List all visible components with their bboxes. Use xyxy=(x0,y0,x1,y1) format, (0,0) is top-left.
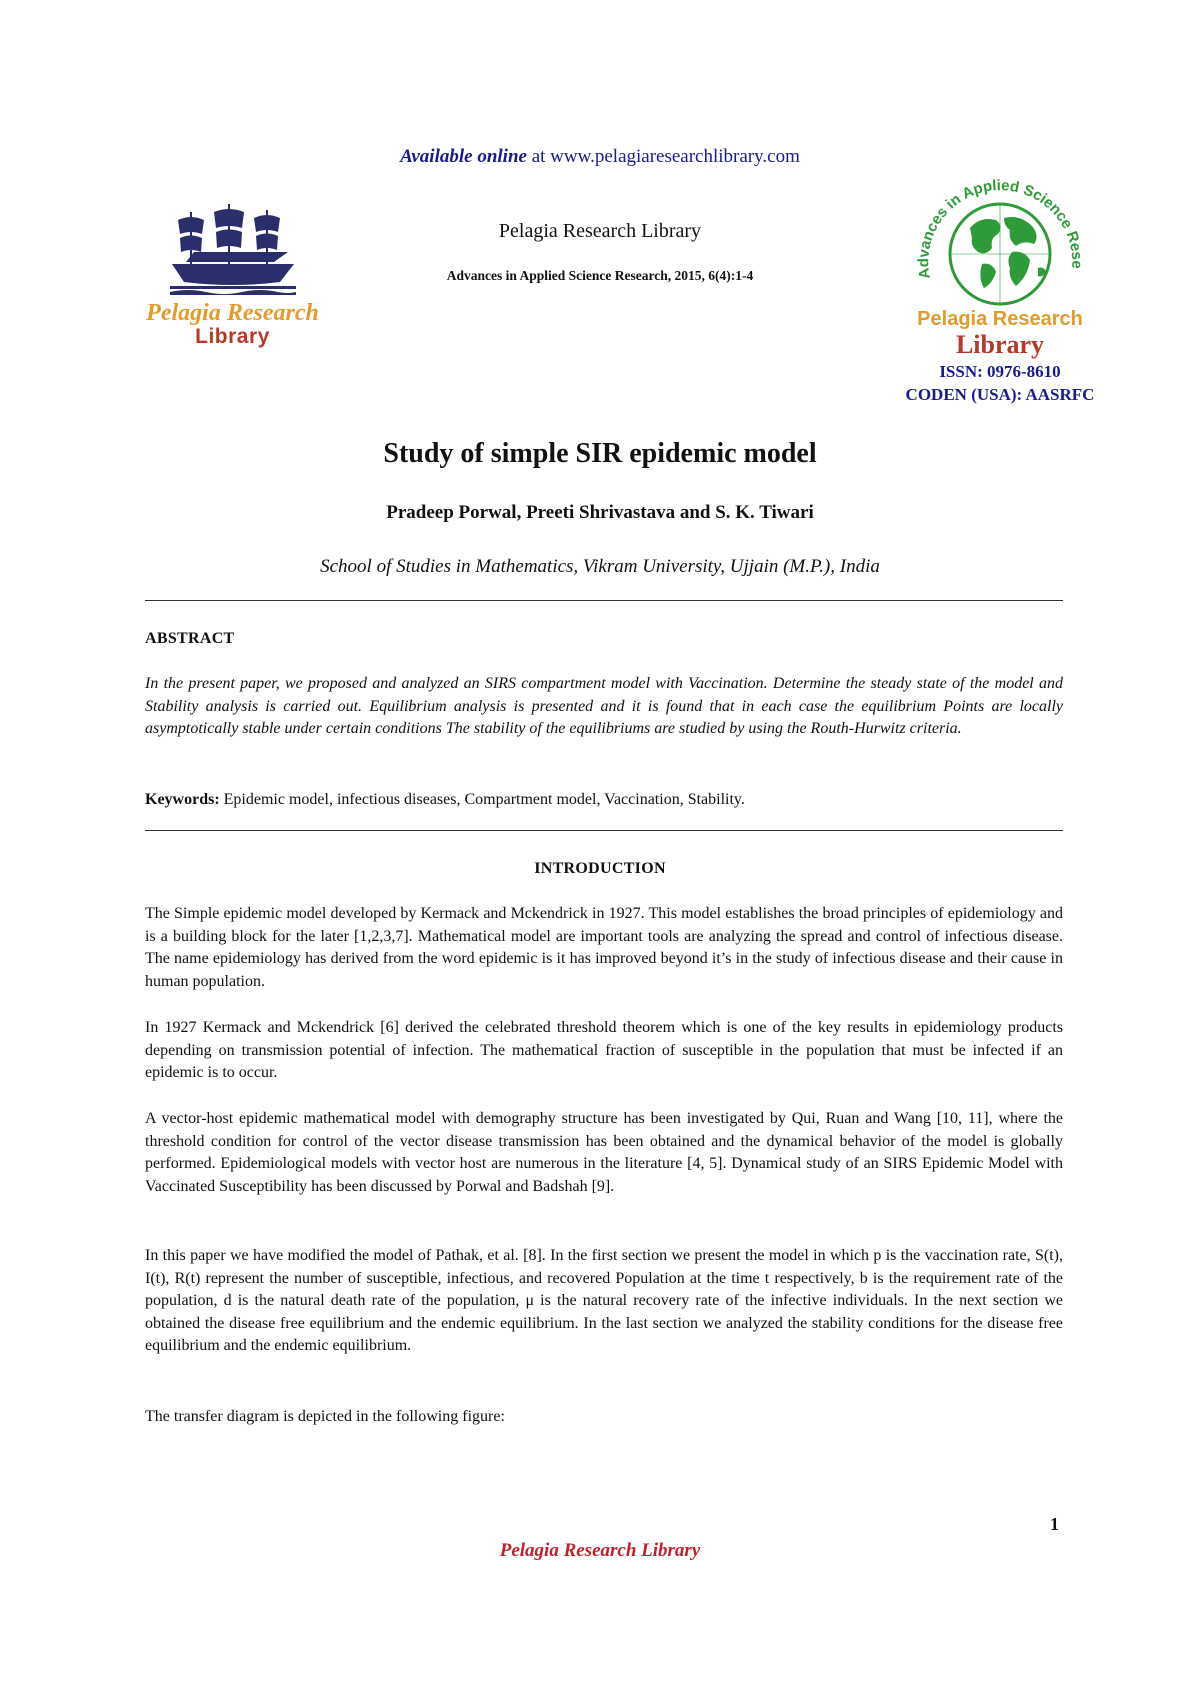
journal-citation: Advances in Applied Science Research, 2015, 6(4):1-4 xyxy=(446,268,754,283)
introduction-heading: INTRODUCTION xyxy=(534,860,666,877)
abstract-heading: ABSTRACT xyxy=(145,630,235,647)
logo-arc-text: Advances in Applied Science Rese xyxy=(915,177,1086,281)
paper-title: Study of simple SIR epidemic model xyxy=(383,438,817,469)
intro-paragraph: A vector-host epidemic mathematical model with demography structure has been investigated by Qui, Ruan and Wang [10, 11], where the threshold condition for control of the vector disease transmission has been obtained and the dynamical behavior of the model is globally performed. Epidemiological models with vector host are numerous in the literature [4, 5]. Dynamical study of an SIRS Epidemic Model with Vaccinated Susceptibility has been discussed by Porwal and Badshah [9]. xyxy=(145,1110,1063,1195)
globe-icon xyxy=(900,168,1100,318)
intro-paragraph: In this paper we have modified the model of Pathak, et al. [8]. In the first section we present the model in which p is the vaccination rate, S(t), I(t), R(t) represent the number of susceptible, infectious, and recovered Population at the time t respectively, b is the requirement rate of the population, d is the natural death rate of the population, μ is the natural recovery rate of the infective individuals. In the next section we obtained the disease free equilibrium and the endemic equilibrium. In the last section we analyzed the stability conditions for the disease free equilibrium and the endemic equilibrium. xyxy=(145,1247,1063,1354)
intro-paragraph: The transfer diagram is depicted in the following figure: xyxy=(145,1408,505,1425)
affiliation: School of Studies in Mathematics, Vikram University, Ujjain (M.P.), India xyxy=(320,556,880,577)
left-logo-name-line2: Library xyxy=(195,325,270,348)
library-title: Pelagia Research Library xyxy=(498,220,702,242)
divider-top xyxy=(145,600,1063,601)
keywords-list: Epidemic model, infectious diseases, Compartment model, Vaccination, Stability. xyxy=(219,791,745,808)
page-number: 1 xyxy=(1050,1514,1059,1534)
left-logo-name-line1: Pelagia Research xyxy=(146,300,319,326)
pelagia-ship-logo xyxy=(145,198,320,348)
right-logo-name-line2: Library xyxy=(955,330,1045,359)
availability-line xyxy=(0,146,1200,168)
abstract-text: In the present paper, we proposed and analyzed an SIRS compartment model with Vaccination. Determine the steady state of the model and Stability analysis is carried out. Equilibrium analysis is presented and it is found that in each case the equilibrium Points are locally asymptotically stable under certain conditions The stability of the equilibriums are studied by using the Routh-Hurwitz criteria. xyxy=(145,675,1063,737)
website-link[interactable]: www.pelagiaresearchlibrary.com xyxy=(550,146,800,167)
right-logo-name-line1: Pelagia Research xyxy=(917,308,1083,330)
footer-library-name: Pelagia Research Library xyxy=(499,1540,701,1561)
keywords-label: Keywords: xyxy=(145,791,220,808)
divider-bottom xyxy=(145,830,1063,831)
coden: CODEN (USA): AASRFC xyxy=(905,385,1095,404)
issn: ISSN: 0976-8610 xyxy=(939,362,1061,381)
intro-paragraph: The Simple epidemic model developed by Kermack and Mckendrick in 1927. This model establishes the broad principles of epidemiology and is a building block for the later [1,2,3,7]. Mathematical model are important tools are analyzing the spread and control of infectious disease. The name epidemiology has derived from the word epidemic is it has improved beyond it’s in the study of infectious disease and their cause in human population. xyxy=(145,905,1063,990)
available-online-label: Available online xyxy=(400,146,527,167)
ship-icon xyxy=(168,198,298,298)
intro-paragraph: In 1927 Kermack and Mckendrick [6] derived the celebrated threshold theorem which is one of the key results in epidemiology products depending on transmission potential of infection. The mathematical fraction of susceptible in the population that must be infected if an epidemic is to occur. xyxy=(145,1019,1063,1081)
author-list: Pradeep Porwal, Preeti Shrivastava and S. K. Tiwari xyxy=(386,502,814,523)
available-at-label: at xyxy=(526,146,551,167)
journal-globe-logo xyxy=(900,168,1100,368)
keywords-line xyxy=(145,789,1063,812)
